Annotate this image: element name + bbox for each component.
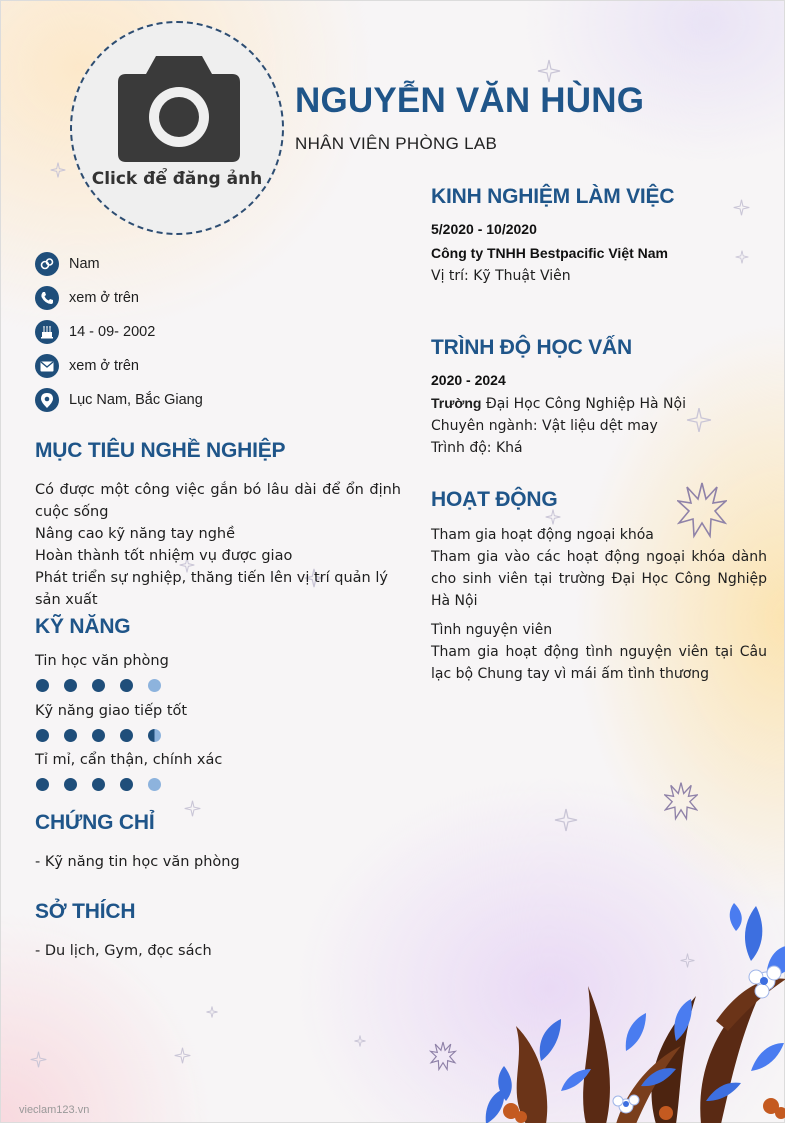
- objective-line: Nâng cao kỹ năng tay nghề: [35, 526, 236, 542]
- skill-dot: [36, 679, 49, 692]
- gender-icon: [35, 252, 59, 276]
- sparkle-icon: [50, 162, 66, 178]
- skill-dot: [64, 729, 77, 742]
- experience-section: [431, 185, 767, 287]
- sparkle-icon: [174, 1047, 191, 1064]
- skill-dot: [148, 729, 161, 742]
- education-period: 2020 - 2024: [431, 372, 506, 388]
- objective-section: [35, 439, 401, 611]
- contact-phone: [35, 281, 203, 315]
- skills-section: [35, 615, 401, 791]
- skill-item: [35, 703, 401, 742]
- skill-item: [35, 752, 401, 791]
- starburst-icon: [429, 1041, 457, 1071]
- hobby-item: - Du lịch, Gym, đọc sách: [35, 943, 212, 959]
- watermark: vieclam123.vn: [19, 1104, 90, 1116]
- sparkle-icon: [354, 1035, 366, 1047]
- experience-title: KINH NGHIỆM LÀM VIỆC: [431, 185, 675, 208]
- objective-line: Hoàn thành tốt nhiệm vụ được giao: [35, 548, 293, 564]
- sparkle-icon: [30, 1051, 47, 1068]
- education-major: Chuyên ngành: Vật liệu dệt may: [431, 418, 658, 434]
- address-value: Lục Nam, Bắc Giang: [69, 392, 203, 408]
- hobbies-section: [35, 900, 401, 962]
- skill-dot: [92, 729, 105, 742]
- certificates-section: [35, 811, 401, 873]
- contact-email: [35, 349, 203, 383]
- activity-description: Tham gia hoạt động tình nguyện viên tại Câu lạc bộ Chung tay vì mái ấm tình thương: [431, 644, 767, 682]
- activities-title: HOẠT ĐỘNG: [431, 488, 558, 511]
- skill-dot: [148, 679, 161, 692]
- skill-dot: [120, 679, 133, 692]
- avatar-upload-label: Click để đăng ảnh: [91, 169, 263, 189]
- avatar-upload[interactable]: [70, 21, 284, 235]
- skill-rating: [36, 679, 401, 692]
- education-section: [431, 336, 767, 459]
- skill-name: Kỹ năng giao tiếp tốt: [35, 703, 188, 719]
- email-value: xem ở trên: [69, 358, 139, 374]
- sparkle-icon: [537, 59, 561, 83]
- education-school-line: [431, 392, 767, 415]
- contact-address: [35, 383, 203, 417]
- education-school: Đại Học Công Nghiệp Hà Nội: [481, 396, 686, 412]
- skill-dot: [92, 778, 105, 791]
- skill-rating: [36, 778, 401, 791]
- certificate-item: - Kỹ năng tin học văn phòng: [35, 854, 240, 870]
- contact-list: [35, 247, 203, 417]
- candidate-name: NGUYỄN VĂN HÙNG: [295, 81, 645, 120]
- certificates-title: CHỨNG CHỈ: [35, 811, 155, 834]
- skill-item: [35, 653, 401, 692]
- skill-dot: [64, 679, 77, 692]
- sparkle-icon: [206, 1006, 218, 1018]
- experience-period: 5/2020 - 10/2020: [431, 221, 537, 237]
- education-title: TRÌNH ĐỘ HỌC VẤN: [431, 336, 632, 359]
- experience-company: Công ty TNHH Bestpacific Việt Nam: [431, 245, 669, 261]
- birthday-cake-icon: [35, 320, 59, 344]
- skill-dot: [36, 729, 49, 742]
- objective-line: Có được một công việc gắn bó lâu dài để ổn định cuộc sống: [35, 482, 401, 520]
- skill-dot: [120, 778, 133, 791]
- skill-dot: [120, 729, 133, 742]
- contact-gender: [35, 247, 203, 281]
- sparkle-icon: [554, 807, 578, 833]
- objective-title: MỤC TIÊU NGHỀ NGHIỆP: [35, 439, 286, 462]
- birthday-value: 14 - 09- 2002: [69, 324, 156, 340]
- gender-value: Nam: [69, 256, 100, 272]
- starburst-icon: [664, 781, 698, 821]
- skill-dot: [92, 679, 105, 692]
- education-grade: Trình độ: Khá: [431, 440, 523, 456]
- objective-line: Phát triển sự nghiệp, thăng tiến lên vị trí quản lý sản xuất: [35, 570, 388, 608]
- skill-rating: [36, 729, 401, 742]
- activities-section: [431, 488, 767, 685]
- contact-birthday: [35, 315, 203, 349]
- skill-dot: [64, 778, 77, 791]
- phone-value: xem ở trên: [69, 290, 139, 306]
- hobbies-title: SỞ THÍCH: [35, 900, 136, 923]
- education-school-prefix: Trường: [431, 395, 482, 411]
- floral-decoration-icon: [466, 901, 785, 1123]
- skill-name: Tỉ mỉ, cẩn thận, chính xác: [35, 752, 223, 768]
- activity-title: Tình nguyện viên: [431, 622, 553, 638]
- activity-title: Tham gia hoạt động ngoại khóa: [431, 527, 654, 543]
- email-icon: [35, 354, 59, 378]
- phone-icon: [35, 286, 59, 310]
- skills-title: KỸ NĂNG: [35, 615, 131, 638]
- location-pin-icon: [35, 388, 59, 412]
- experience-role: Vị trí: Kỹ Thuật Viên: [431, 268, 571, 284]
- activity-description: Tham gia vào các hoạt động ngoại khóa dành cho sinh viên tại trường Đại Học Công Nghiệp Hà Nội: [431, 549, 767, 609]
- candidate-position: NHÂN VIÊN PHÒNG LAB: [295, 134, 498, 153]
- skill-dot: [148, 778, 161, 791]
- camera-icon: [118, 56, 240, 162]
- skill-name: Tin học văn phòng: [35, 653, 169, 669]
- skill-dot: [36, 778, 49, 791]
